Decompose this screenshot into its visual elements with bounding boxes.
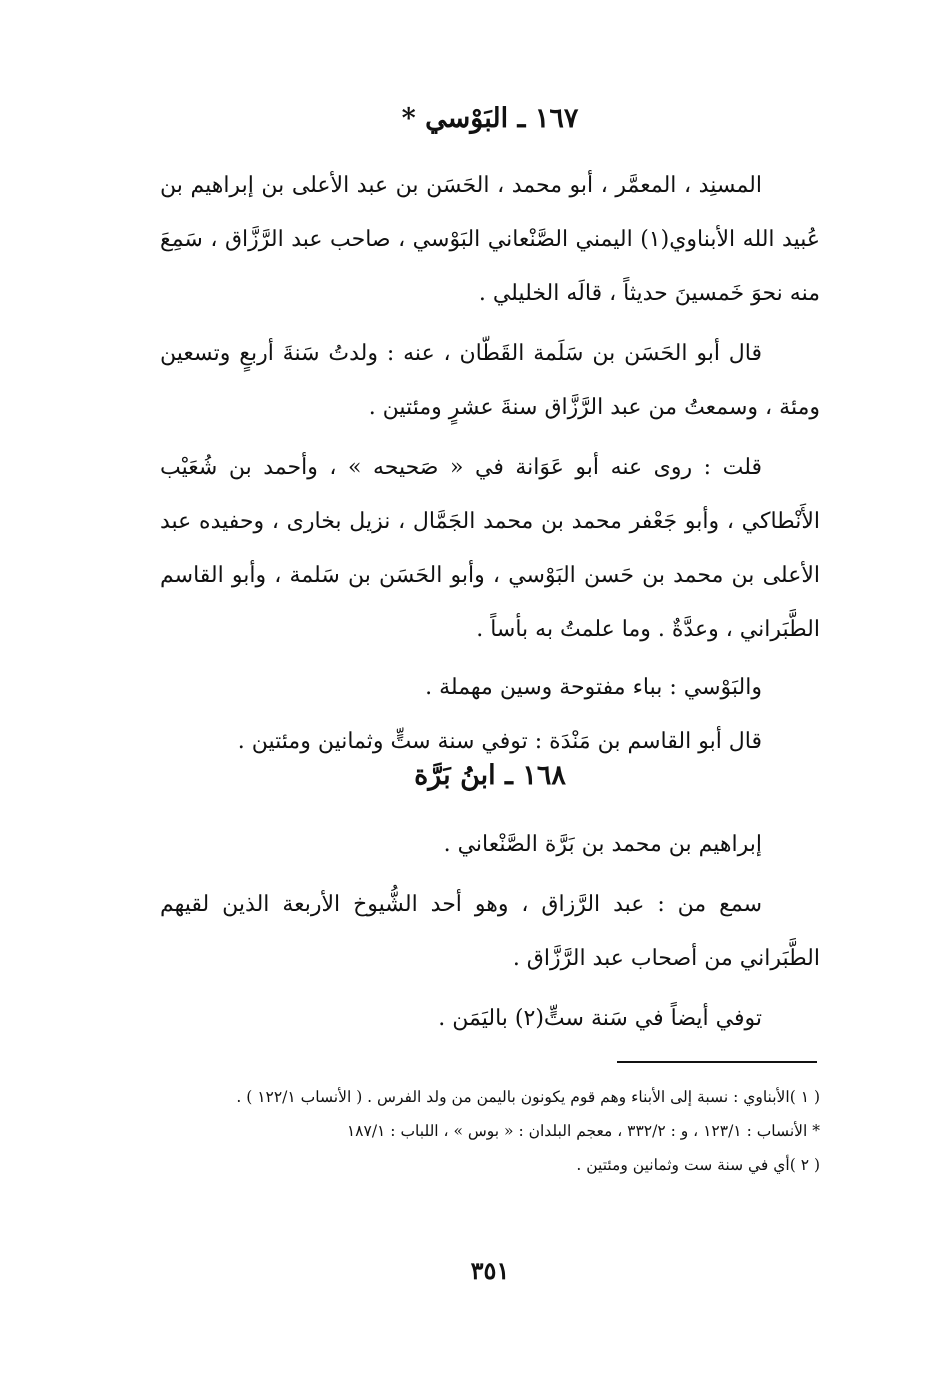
entry-168-paragraph-2: سمع من : عبد الرَّزاق ، وهو أحد الشُّيوخ الأربعة الذين لقيهم الطَّبَراني من أصحاب عبد الرَّزَّاق . (160, 892, 820, 971)
footnotes (160, 1080, 820, 1182)
entry-167-paragraph-2: قال أبو الحَسَن بن سَلَمة القَطّان ، عنه : ولدتُ سَنةَ أربعٍ وتسعين ومئة ، وسمعتُ من عبد الرَّزَّاق سنةَ عشرٍ ومئتين . (160, 341, 820, 420)
entry-167-paragraph-1: المسنِد ، المعمَّر ، أبو محمد ، الحَسَن بن عبد الأعلى بن إبراهيم بن عُبيد الله الأبناوي(١) اليمني الصَّنْعاني البَوْسي ، صاحب عبد الرَّزَّاق ، سَمِعَ منه نحوَ خَمسينَ حديثاً ، قالَه الخليلي . (160, 173, 820, 306)
entry-167-body (160, 159, 820, 769)
footnote-1: ( ١ )الأبناوي : نسبة إلى الأبناء وهم قوم يكونون باليمن من ولد الفرس . ( الأنساب ١٢٢/١ ) . (236, 1088, 820, 1106)
entry-heading-167: ١٦٧ ـ البَوْسي * (401, 103, 579, 134)
footnote-divider (617, 1061, 817, 1063)
entry-heading-168: ١٦٨ ـ ابنُ بَرَّة (414, 760, 566, 791)
entry-167-paragraph-5: قال أبو القاسم بن مَنْدَة : توفي سنة ستٍّ وثمانين ومئتين . (237, 729, 762, 754)
footnote-star: * الأنساب : ١٢٣/١ ، و : ٣٣٢/٢ ، معجم البلدان : « بوس » ، اللباب : ١٨٧/١ (346, 1122, 820, 1140)
entry-167-paragraph-3: قلت : روى عنه أبو عَوَانة في « صَحيحه » ، وأحمد بن شُعَيْب الأَنْطاكي ، وأبو جَعْفر محمد بن محمد الجَمَّال ، نزيل بخارى ، وحفيده عبد الأعلى بن محمد بن حَسن البَوْسي ، وأبو الحَسَن بن سَلمة ، وأبو القاسم الطَّبَراني ، وعدَّةٌ . وما علمتُ به بأساً . (160, 455, 820, 642)
entry-168-paragraph-1: إبراهيم بن محمد بن بَرَّة الصَّنْعاني . (443, 832, 762, 857)
entry-167-paragraph-4: والبَوْسي : بباء مفتوحة وسين مهملة . (425, 675, 762, 700)
footnote-2: ( ٢ )أي في سنة ست وثمانين ومئتين . (576, 1156, 820, 1174)
entry-168-paragraph-3: توفي أيضاً في سَنة ستٍّ(٢) باليَمَن . (438, 1006, 762, 1031)
page-number: ٣٥١ (470, 1256, 510, 1285)
entry-168-body (160, 818, 820, 1046)
